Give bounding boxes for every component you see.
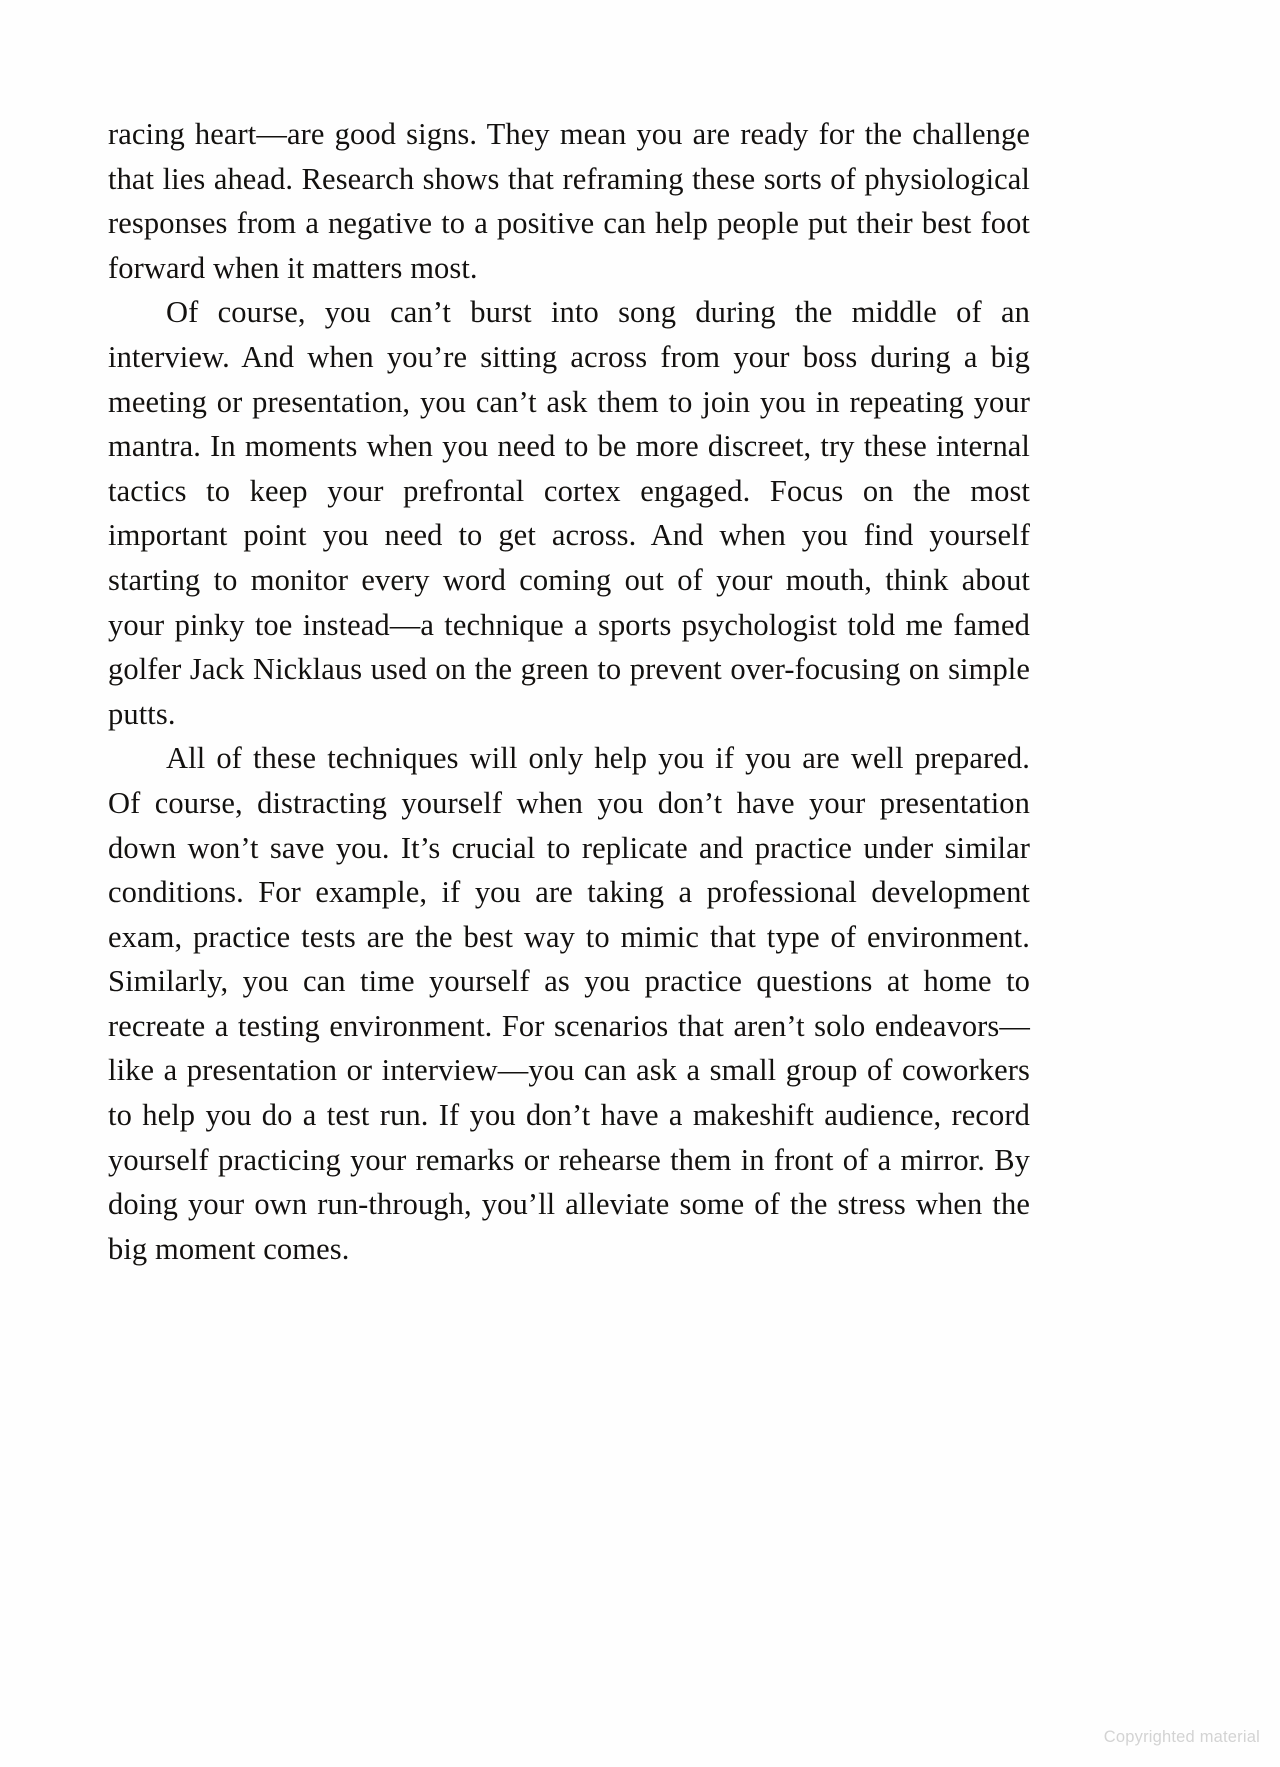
paragraph-all-of-these: All of these techniques will only help you if you are well prepared. Of course, distracting yourself when you don’t have your presentation down won’t save you. It’s crucial to replicate and practice under similar conditions. For example, if you are taking a professional development exam, practice tests are the best way to mimic that type of environment. Similarly, you can time yourself as you practice questions at home to recreate a testing environment. For scenarios that aren’t solo endeavors—like a presentation or interview—you can ask a small group of coworkers to help you do a test run. If you don’t have a makeshift audience, record yourself practicing your remarks or rehearse them in front of a mirror. By doing your own run-through, you’ll alleviate some of the stress when the big moment comes. xyxy=(108,741,1030,1266)
body-text-column xyxy=(108,112,1030,1271)
paragraph-of-course: Of course, you can’t burst into song during the middle of an interview. And when you’re sitting across from your boss during a big meeting or presentation, you can’t ask them to join you in repeating your mantra. In moments when you need to be more discreet, try these internal tactics to keep your prefrontal cortex engaged. Focus on the most important point you need to get across. And when you find yourself starting to monitor every word coming out of your mouth, think about your pinky toe instead—a technique a sports psychologist told me famed golfer Jack Nicklaus used on the green to prevent over-focusing on simple putts. xyxy=(108,295,1030,731)
paragraph-continued: racing heart—are good signs. They mean you are ready for the challenge that lies ahead. Research shows that reframing these sorts of physiological responses from a negative to a positive can help people put their best foot forward when it matters most. xyxy=(108,117,1030,285)
copyright-watermark: Copyrighted material xyxy=(1103,1728,1260,1746)
